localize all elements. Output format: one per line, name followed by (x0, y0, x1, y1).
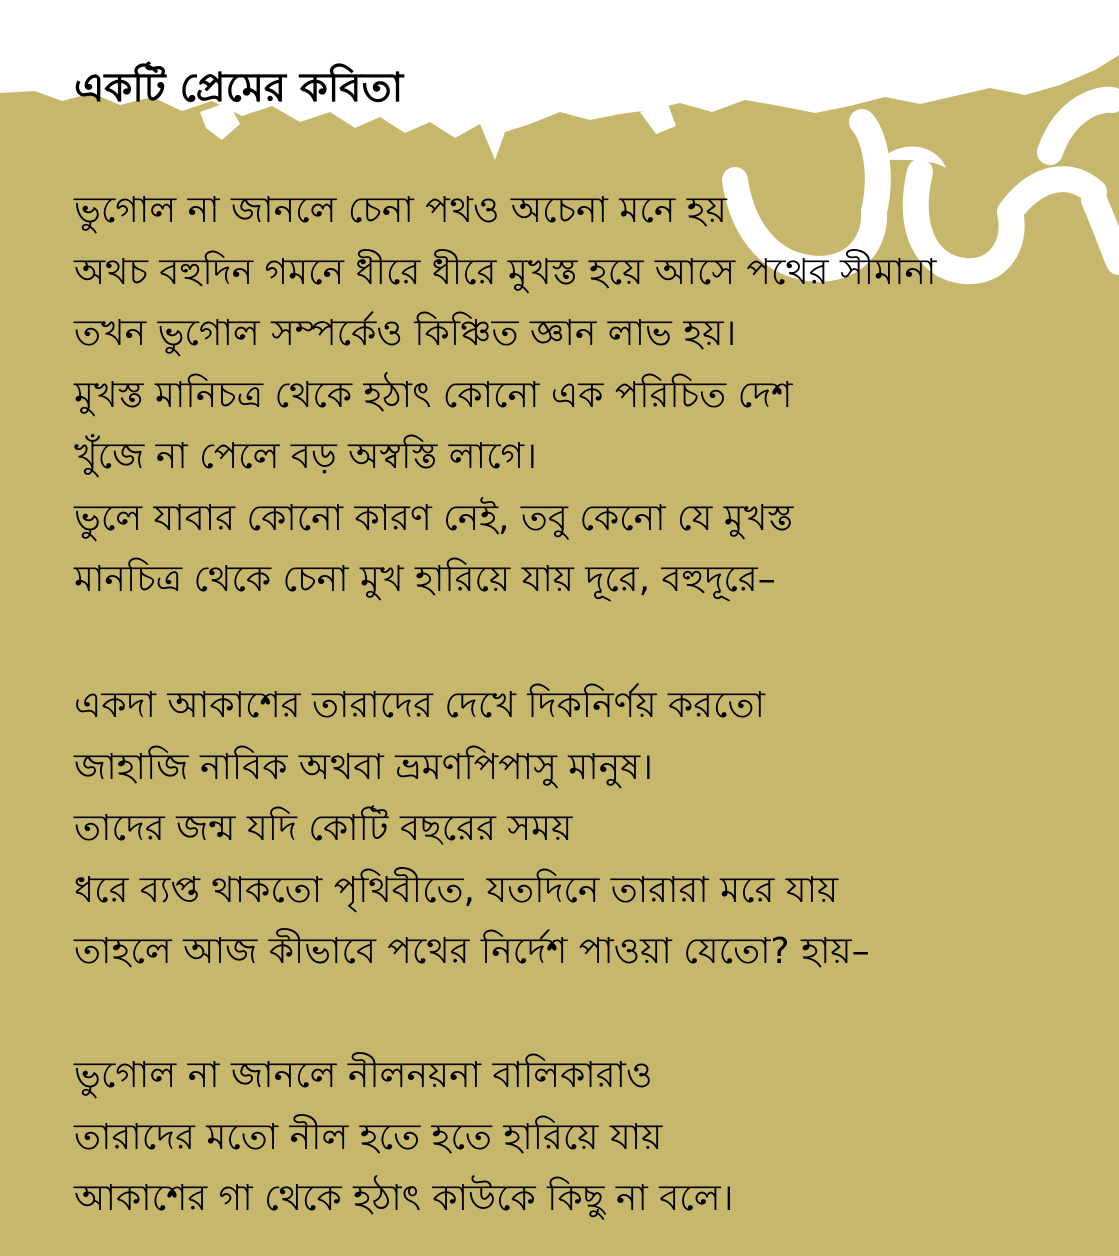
poem-line: মানচিত্র থেকে চেনা মুখ হারিয়ে যায় দূরে, বহুদূরে– (74, 559, 776, 600)
poem-stanza-1 (74, 180, 936, 611)
poem-line: মুখস্ত মানিচত্র থেকে হঠাৎ কোনো এক পরিচিত দেশ (74, 374, 793, 416)
poem-line: তাদের জন্ম যদি কোটি বছরের সময় (74, 808, 573, 849)
poem-title: একটি প্রেমের কবিতা (74, 65, 404, 111)
poem-line: তখন ভুগোল সম্পর্কেও কিঞ্চিত জ্ঞান লাভ হয়। (74, 313, 737, 354)
poem-line: ভুগোল না জানলে চেনা পথও অচেনা মনে হয় (74, 190, 727, 231)
poem-line: তাহলে আজ কীভাবে পথের নির্দেশ পাওয়া যেতো? হায়– (74, 931, 870, 972)
poem-stanza-2 (74, 675, 870, 983)
poem-line: তারাদের মতো নীল হতে হতে হারিয়ে যায় (74, 1116, 663, 1158)
poem-stanza-3 (74, 1045, 733, 1230)
poem-line: খুঁজে না পেলে বড় অস্বস্তি লাগে। (74, 436, 538, 477)
poem-line: ভুলে যাবার কোনো কারণ নেই, তবু কেনো যে মুখস্ত (74, 497, 794, 539)
poem-line: অথচ বহুদিন গমনে ধীরে ধীরে মুখস্ত হয়ে আসে পথের সীমানা (74, 251, 937, 293)
poem-line: আকাশের গা থেকে হঠাৎ কাউকে কিছু না বলে। (74, 1178, 734, 1219)
poem-line: ভুগোল না জানলে নীলনয়না বালিকারাও (74, 1055, 653, 1096)
poem-line: একদা আকাশের তারাদের দেখে দিকনির্ণয় করতো (74, 685, 765, 726)
poem-line: জাহাজি নাবিক অথবা ভ্রমণপিপাসু মানুষ। (74, 746, 653, 788)
poem-line: ধরে ব্যপ্ত থাকতো পৃথিবীতে, যতদিনে তারারা মরে যায় (74, 869, 839, 911)
